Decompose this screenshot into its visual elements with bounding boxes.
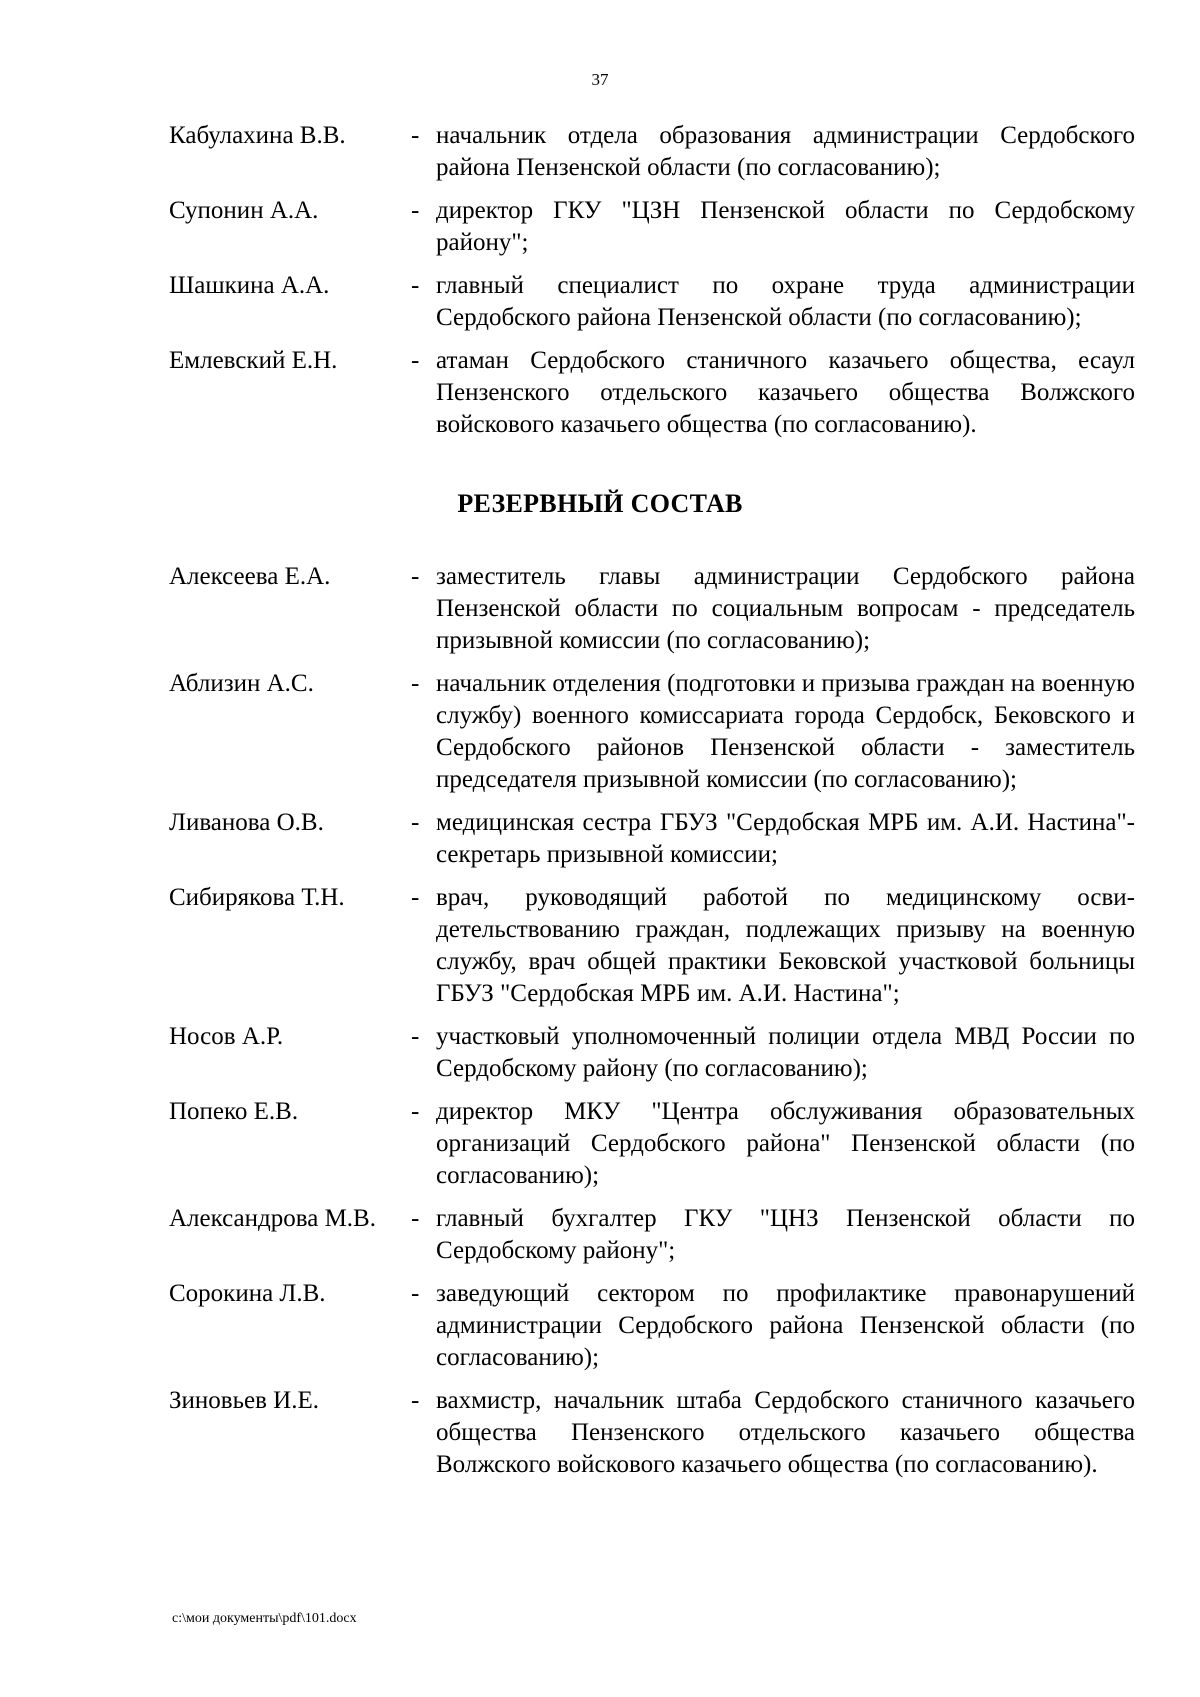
- member-position: главный специалист по охране труда администрации Сердобского района Пензенской области (по согласованию);: [436, 272, 1135, 331]
- member-entry: [169, 882, 1135, 1010]
- dash-separator: -: [411, 884, 420, 911]
- dash-separator: -: [411, 122, 420, 149]
- member-name: Александрова М.В.: [169, 1205, 376, 1232]
- member-entry: [169, 668, 1135, 796]
- member-position: вахмистр, начальник штаба Сердобского станичного казачьего общества Пензенского отдельского казачьего общества Волжского войскового казачьего общества (по согласованию).: [436, 1387, 1135, 1478]
- member-name: Шашкина А.А.: [169, 272, 330, 299]
- member-position: медицинская сестра ГБУЗ "Сердобская МРБ им. А.И. Настина"- секретарь призывной комиссии;: [436, 809, 1135, 868]
- reserve-heading: РЕЗЕРВНЫЙ СОСТАВ: [457, 489, 743, 518]
- dash-separator: -: [411, 809, 420, 836]
- member-entry: [169, 1278, 1135, 1374]
- member-name: Супонин А.А.: [169, 197, 319, 224]
- dash-separator: -: [411, 563, 420, 590]
- dash-separator: -: [411, 1023, 420, 1050]
- member-entry: [169, 807, 1135, 871]
- member-name: Емлевский Е.Н.: [169, 347, 338, 374]
- member-position: директор МКУ "Центра обслуживания образовательных организаций Сердобского района" Пензенской области (по согласованию);: [436, 1098, 1135, 1189]
- member-position: заведующий сектором по профилактике правонарушений администрации Сердобского района Пензенской области (по согласованию);: [436, 1280, 1135, 1371]
- member-position: директор ГКУ "ЦЗН Пензенской области по Сердобскому району";: [436, 197, 1135, 256]
- reserve-members-list: [169, 561, 1135, 1481]
- member-entry: [169, 1021, 1135, 1085]
- member-entry: [169, 1385, 1135, 1481]
- member-name: Носов А.Р.: [169, 1023, 284, 1050]
- member-position: начальник отделения (подготовки и призыва граждан на военную службу) военного комиссариата города Сердобск, Бековского и Сердобского районов Пензенской области - заместитель председателя призывной комиссии (по согласованию);: [436, 670, 1135, 793]
- main-members-list: [169, 120, 1135, 441]
- dash-separator: -: [411, 347, 420, 374]
- member-position: главный бухгалтер ГКУ "ЦНЗ Пензенской области по Сердобскому району";: [436, 1205, 1135, 1264]
- member-entry: [169, 345, 1135, 441]
- dash-separator: -: [411, 1387, 420, 1414]
- member-entry: [169, 561, 1135, 657]
- member-name: Ливанова О.В.: [169, 809, 324, 836]
- member-name: Зиновьев И.Е.: [169, 1387, 319, 1414]
- member-name: Попеко Е.В.: [169, 1098, 299, 1125]
- page-number: 37: [591, 70, 609, 89]
- dash-separator: -: [411, 670, 420, 697]
- member-name: Алексеева Е.А.: [169, 563, 331, 590]
- member-name: Сорокина Л.В.: [169, 1280, 326, 1307]
- member-entry: [169, 1203, 1135, 1267]
- member-position: атаман Сердобского станичного казачьего общества, есаул Пензенского отдельского казачьего общества Волжского войскового казачьего общества (по согласованию).: [436, 347, 1135, 438]
- member-entry: [169, 120, 1135, 184]
- member-position: начальник отдела образования администрации Сердобского района Пензенской области (по согласованию);: [436, 122, 1135, 181]
- member-entry: [169, 195, 1135, 259]
- member-position: врач, руководящий работой по медицинскому осви-детельствованию граждан, подлежащих призыву на военную службу, врач общей практики Бековской участковой больницы ГБУЗ "Сердобская МРБ им. А.И. Настина";: [436, 884, 1135, 1007]
- member-name: Кабулахина В.В.: [169, 122, 346, 149]
- member-name: Сибирякова Т.Н.: [169, 884, 345, 911]
- member-name: Аблизин А.С.: [169, 670, 314, 697]
- member-entry: [169, 270, 1135, 334]
- dash-separator: -: [411, 1280, 420, 1307]
- dash-separator: -: [411, 272, 420, 299]
- dash-separator: -: [411, 197, 420, 224]
- member-entry: [169, 1096, 1135, 1192]
- footer-file-path: c:\мои документы\pdf\101.docx: [172, 1611, 357, 1626]
- dash-separator: -: [411, 1098, 420, 1125]
- member-position: участковый уполномоченный полиции отдела МВД России по Сердобскому району (по согласованию);: [436, 1023, 1135, 1082]
- member-position: заместитель главы администрации Сердобского района Пензенской области по социальным вопросам - председатель призывной комиссии (по согласованию);: [436, 563, 1135, 654]
- dash-separator: -: [411, 1205, 420, 1232]
